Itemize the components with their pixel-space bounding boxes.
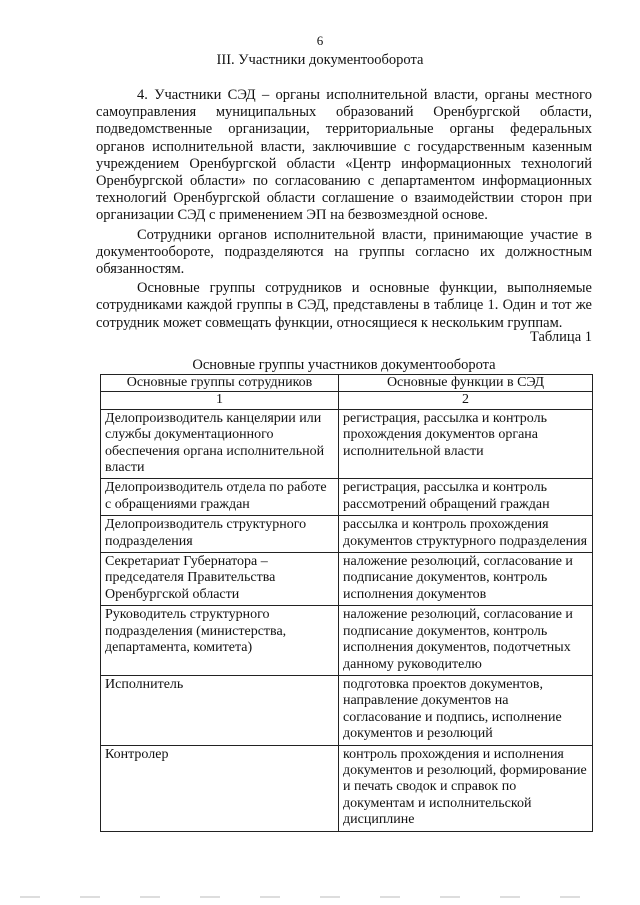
- table-row: [101, 553, 593, 606]
- column-number-1: 1: [101, 392, 339, 409]
- body-text: [96, 87, 592, 334]
- section-title: III. Участники документооборота: [216, 52, 424, 68]
- table-row: [101, 409, 593, 479]
- table-cell-function: наложение резолюций, согласование и подписание документов, контроль исполнения документов, подотчетных данному руководителю: [339, 606, 593, 676]
- paragraph-employees: Сотрудники органов исполнительной власти, принимающие участие в документообороте, подразделяются на группы согласно их должностным обязанностям.: [96, 226, 592, 278]
- table-cell-function: регистрация, рассылка и контроль прохождения документов органа исполнительной власти: [339, 409, 593, 479]
- table-caption: Основные группы участников документооборота: [192, 357, 496, 373]
- table-cell-group: Контролер: [101, 745, 339, 831]
- table-cell-function: рассылка и контроль прохождения документов структурного подразделения: [339, 516, 593, 553]
- paragraph-participants: 4. Участники СЭД – органы исполнительной власти, органы местного самоуправления муниципальных образований Оренбургской области, подведомственные организации, территориальные органы федеральных органов исполнительной власти, заключившие с государственным казенным учреждением Оренбургской области «Центр информационных технологий Оренбургской области» по согласованию с департаментом информационных технологий Оренбургской области соглашение о взаимодействии сторон при организации СЭД с применением ЭП на безвозмездной основе.: [96, 87, 592, 224]
- table-column-number-row: [101, 392, 593, 409]
- table-cell-function: подготовка проектов документов, направление документов на согласование и подпись, исполнение документов и резолюций: [339, 675, 593, 745]
- scan-edge-noise: [20, 896, 620, 898]
- table-row: [101, 606, 593, 676]
- table-row: [101, 745, 593, 831]
- participants-table: [100, 374, 593, 832]
- paragraph-groups: Основные группы сотрудников и основные функции, выполняемые сотрудниками каждой группы в СЭД, представлены в таблице 1. Один и тот же сотрудник может совмещать функции, относящиеся к нескольким группам.: [96, 280, 592, 331]
- table-cell-group: Руководитель структурного подразделения (министерства, департамента, комитета): [101, 606, 339, 676]
- table-cell-function: контроль прохождения и исполнения документов и резолюций, формирование и печать сводок и справок по документам и исполнительской дисциплине: [339, 745, 593, 831]
- table-row: [101, 516, 593, 553]
- table-cell-group: Делопроизводитель канцелярии или службы документационного обеспечения органа исполнительной власти: [101, 409, 339, 479]
- page-number: 6: [316, 33, 324, 48]
- table-header-row: [101, 375, 593, 392]
- column-number-2: 2: [339, 392, 593, 409]
- table-cell-group: Делопроизводитель структурного подразделения: [101, 516, 339, 553]
- table-cell-group: Секретариат Губернатора – председателя Правительства Оренбургской области: [101, 553, 339, 606]
- table-row: [101, 479, 593, 516]
- table-label: Таблица 1: [529, 329, 592, 345]
- table-cell-function: наложение резолюций, согласование и подписание документов, контроль исполнения документов: [339, 553, 593, 606]
- header-functions: Основные функции в СЭД: [339, 375, 593, 392]
- table-row: [101, 675, 593, 745]
- table-cell-group: Делопроизводитель отдела по работе с обращениями граждан: [101, 479, 339, 516]
- header-employee-groups: Основные группы сотрудников: [101, 375, 339, 392]
- table-cell-group: Исполнитель: [101, 675, 339, 745]
- table-cell-function: регистрация, рассылка и контроль рассмотрений обращений граждан: [339, 479, 593, 516]
